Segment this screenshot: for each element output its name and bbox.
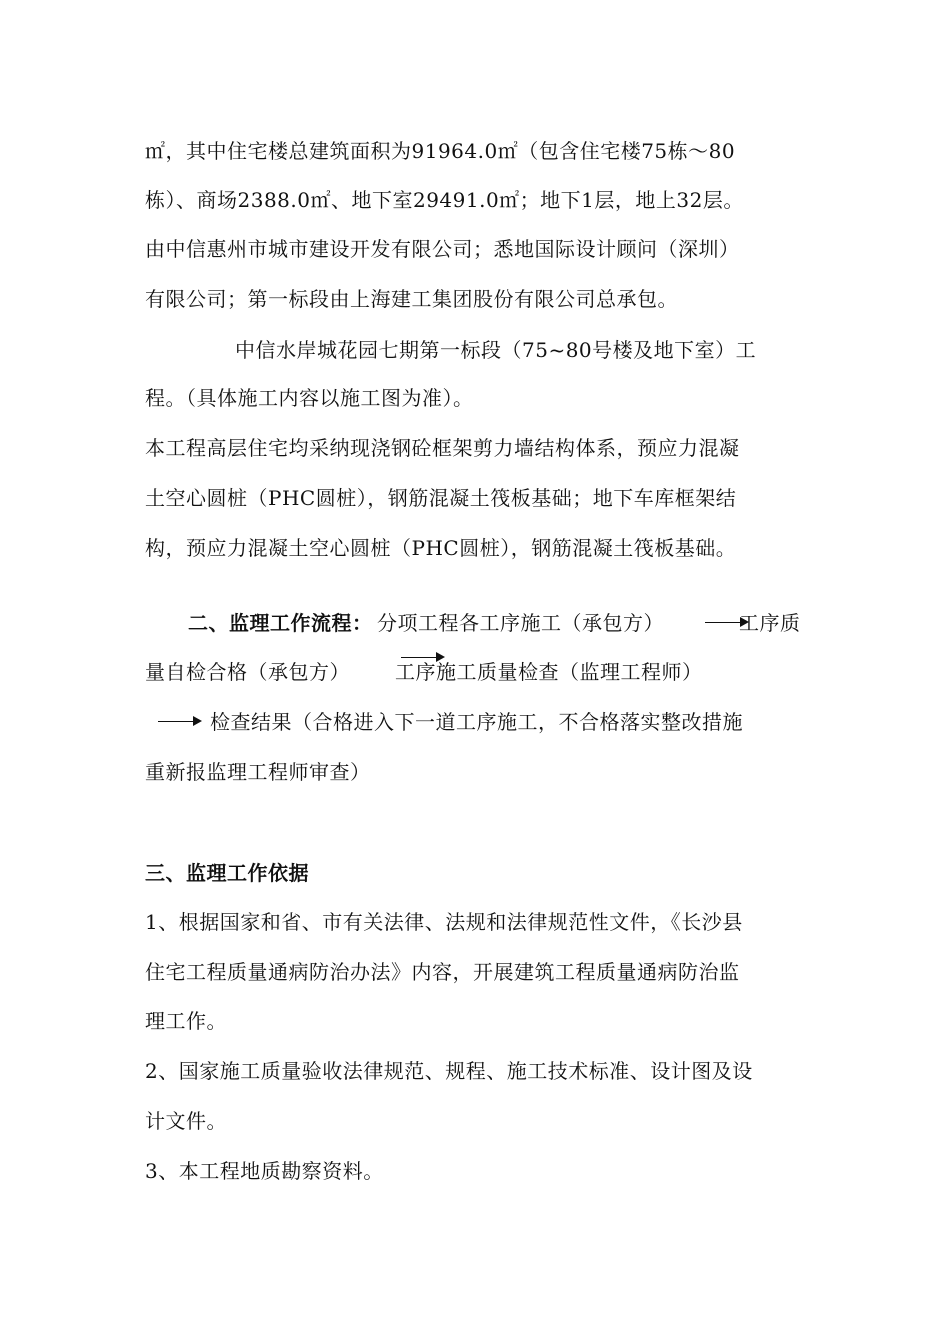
workflow-step-2-end: 量自检合格（承包方） (145, 660, 350, 684)
basis-item-1-line-1: 1、根据国家和省、市有关法律、法规和法律规范性文件，《长沙县 (145, 910, 743, 934)
workflow-step-3: 工序施工质量检查（监理工程师） (395, 660, 703, 684)
basis-item-2-line-2: 计文件。 (145, 1109, 227, 1133)
overview-line-2: 栋）、商场2388.0㎡、地下室29491.0㎡；地下1层，地上32层。 (145, 188, 744, 212)
overview-line-5: 中信水岸城花园七期第一标段（75~80号楼及地下室）工 (235, 338, 757, 362)
overview-line-8: 土空心圆桩（PHC圆桩），钢筋混凝土筏板基础；地下车库框架结 (145, 486, 737, 510)
workflow-heading: 二、监理工作流程： (188, 611, 373, 635)
overview-line-1: ㎡，其中住宅楼总建筑面积为91964.0㎡（包含住宅楼75栋～80 (145, 139, 736, 163)
basis-item-1-line-2: 住宅工程质量通病防治办法》内容，开展建筑工程质量通病防治监 (145, 960, 740, 984)
workflow-step-1: 分项工程各工序施工（承包方） (377, 611, 664, 635)
overview-line-6: 程。（具体施工内容以施工图为准）。 (145, 386, 474, 410)
basis-heading: 三、监理工作依据 (145, 861, 309, 885)
overview-line-4: 有限公司；第一标段由上海建工集团股份有限公司总承包。 (145, 287, 678, 311)
basis-item-2-line-1: 2、国家施工质量验收法律规范、规程、施工技术标准、设计图及设 (145, 1059, 753, 1083)
overview-line-7: 本工程高层住宅均采纳现浇钢砼框架剪力墙结构体系，预应力混凝 (145, 436, 740, 460)
workflow-step-4-start: 检查结果（合格进入下一道工序施工，不合格落实整改措施 (210, 710, 743, 734)
basis-item-3: 3、本工程地质勘察资料。 (145, 1159, 384, 1183)
overview-line-3: 由中信惠州市城市建设开发有限公司；悉地国际设计顾问（深圳） (145, 237, 740, 261)
workflow-step-2-start: 工序质 (739, 611, 801, 635)
basis-item-1-line-3: 理工作。 (145, 1009, 227, 1033)
arrow-right-icon (158, 721, 200, 722)
overview-line-9: 构，预应力混凝土空心圆桩（PHC圆桩），钢筋混凝土筏板基础。 (145, 536, 737, 560)
workflow-step-4-end: 重新报监理工程师审查） (145, 760, 371, 784)
